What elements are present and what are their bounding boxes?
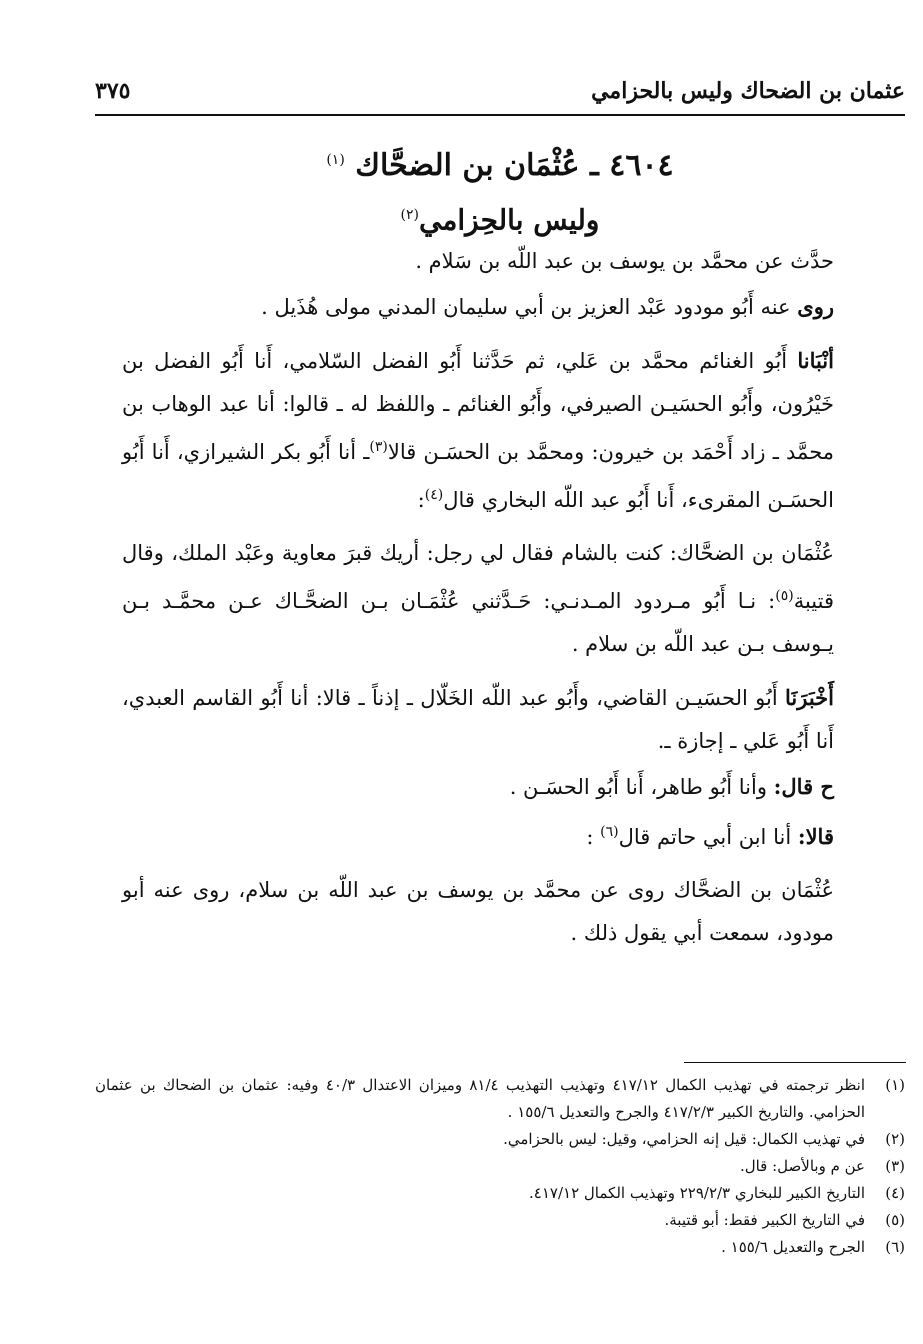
paragraph-text: عُثْمَان بن الضحَّاك روى عن محمَّد بن يوسف بن عبد اللّه بن سلام، روى عنه أبو مودود، سمعت أبي يقول ذلك . [122, 878, 834, 945]
footnote-number: (٥) [885, 1211, 905, 1229]
footnote-number: (١) [885, 1076, 905, 1094]
footnote-text: عن م وبالأصل: قال. [739, 1157, 865, 1175]
footnote-5 [95, 1207, 905, 1234]
footnote-3 [95, 1153, 905, 1180]
paragraph-lead: ح قال: [773, 774, 834, 799]
footnote-1 [95, 1072, 905, 1126]
paragraph-text: أَبُو الغنائم محمَّد بن عَلي، ثم حَدَّثنا أَبُو الفضل السّلامي، أَنا أَبُو الفضل بن خَيْرُون، وأَبُو الحسَيـن الصيرفي، وأَبُو الغنائم ـ واللفظ له ـ قالوا: أنا عبد الوهاب بن محمَّد ـ زاد أَحْمَد بن خيرون: ومحمَّد بن الحسَـن قالا [122, 349, 834, 464]
footnotes [95, 1072, 905, 1261]
paragraph-text: حدَّث عن محمَّد بن يوسف بن عبد اللّه بن سَلام . [415, 249, 834, 273]
paragraph-text: وأنا أَبُو طاهر، أَنا أَبُو الحسَـن . [509, 775, 774, 799]
entry-name: عُثْمَان بن الضحَّاك [355, 148, 580, 183]
main-text [122, 240, 834, 965]
paragraph-text: أَبُو الحسَيـن القاضي، وأَبُو عبد اللّه الخَلّال ـ إذناً ـ قالا: أنا أَبُو القاسم العبدي، أَنا أَبُو عَلي ـ إجازة ـ. [122, 686, 834, 753]
footnote-ref-5: (٥) [775, 588, 794, 604]
paragraph-text: عنه أَبُو مودود عَبْد العزيز بن أبي سليمان المدني مولى هُذَيل . [261, 295, 798, 319]
running-header [95, 70, 905, 112]
entry-name-note: (١) [326, 152, 345, 168]
page-number: ٣٧٥ [95, 78, 131, 104]
paragraph-1 [122, 240, 834, 283]
footnote-text: التاريخ الكبير للبخاري ٢٢٩/٢/٣ وتهذيب الكمال ٤١٧/١٢. [529, 1184, 865, 1202]
paragraph-text-cont: : [586, 825, 601, 849]
footnote-ref-3: (٣) [369, 439, 388, 455]
footnote-4 [95, 1180, 905, 1207]
entry-subtitle: وليس بالحِزامي [419, 203, 600, 237]
footnote-2 [95, 1126, 905, 1153]
footnote-rule [684, 1062, 906, 1063]
entry-subtitle-note: (٢) [400, 207, 419, 223]
footnote-text: في التاريخ الكبير فقط: أبو قتيبة. [664, 1211, 865, 1229]
paragraph-lead: قالا: [797, 824, 834, 849]
paragraph-5 [122, 676, 834, 763]
footnote-ref-4: (٤) [424, 487, 444, 503]
header-rule [95, 114, 905, 116]
paragraph-lead: روى [797, 294, 834, 319]
paragraph-7 [122, 811, 834, 859]
running-title: عثمان بن الضحاك وليس بالحزامي [591, 78, 905, 104]
entry-number: ٤٦٠٤ [609, 148, 674, 183]
footnote-text: انظر ترجمته في تهذيب الكمال ٤١٧/١٢ وتهذيب التهذيب ٨١/٤ وميزان الاعتدال ٤٠/٣ وفيه: عثمان بن الضحاك بن عثمان الحزامي. والتاريخ الكبير ٤١٧/٢/٣ والجرح والتعديل ١٥٥/٦ . [95, 1076, 865, 1121]
footnote-number: (٤) [885, 1184, 905, 1202]
paragraph-8 [122, 869, 834, 955]
paragraph-lead: أنْبَانا [797, 348, 834, 373]
footnote-6 [95, 1234, 905, 1261]
paragraph-text: أنا ابن أبي حاتم قال [618, 825, 798, 849]
paragraph-6 [122, 765, 834, 809]
paragraph-lead: أَخْبَرَنَا [785, 685, 834, 710]
entry-heading [95, 135, 905, 244]
paragraph-2 [122, 285, 834, 329]
footnote-text: الجرح والتعديل ١٥٥/٦ . [721, 1238, 865, 1256]
footnote-ref-6: (٦) [600, 824, 619, 840]
footnote-text: في تهذيب الكمال: قيل إنه الحزامي، وقيل: ليس بالحزامي. [503, 1130, 865, 1148]
paragraph-4 [122, 532, 834, 666]
entry-title: ٤٦٠٤ ـ عُثْمَان بن الضحَّاك $^{(١)}$ [326, 148, 674, 183]
paragraph-text-cont: ـ أنا أَبُو بكر الشيرازي، أَنا أَبُو الحسَـن المقرىء، أَنا أَبُو عبد اللّه البخاري قال [122, 440, 834, 512]
paragraph-text-cont: : نـا أَبُو مـردود المـدنـي: حَـدَّثني عُثْمَـان بـن الضحَّـاك عـن محمَّـد بـن يـوسف بـن عبد اللّه بن سلام . [122, 589, 834, 656]
footnote-number: (٦) [885, 1238, 905, 1256]
paragraph-3 [122, 339, 834, 522]
paragraph-text: عُثْمَان بن الضحَّاك: كنت بالشام فقال لي رجل: أريك قبرَ معاوية وعَبْد الملك، وقال قتيبة [122, 541, 834, 613]
footnote-number: (٢) [885, 1130, 905, 1148]
paragraph-text-end: : [417, 488, 425, 512]
entry-subtitle-line [95, 191, 905, 244]
footnote-number: (٣) [885, 1157, 905, 1175]
